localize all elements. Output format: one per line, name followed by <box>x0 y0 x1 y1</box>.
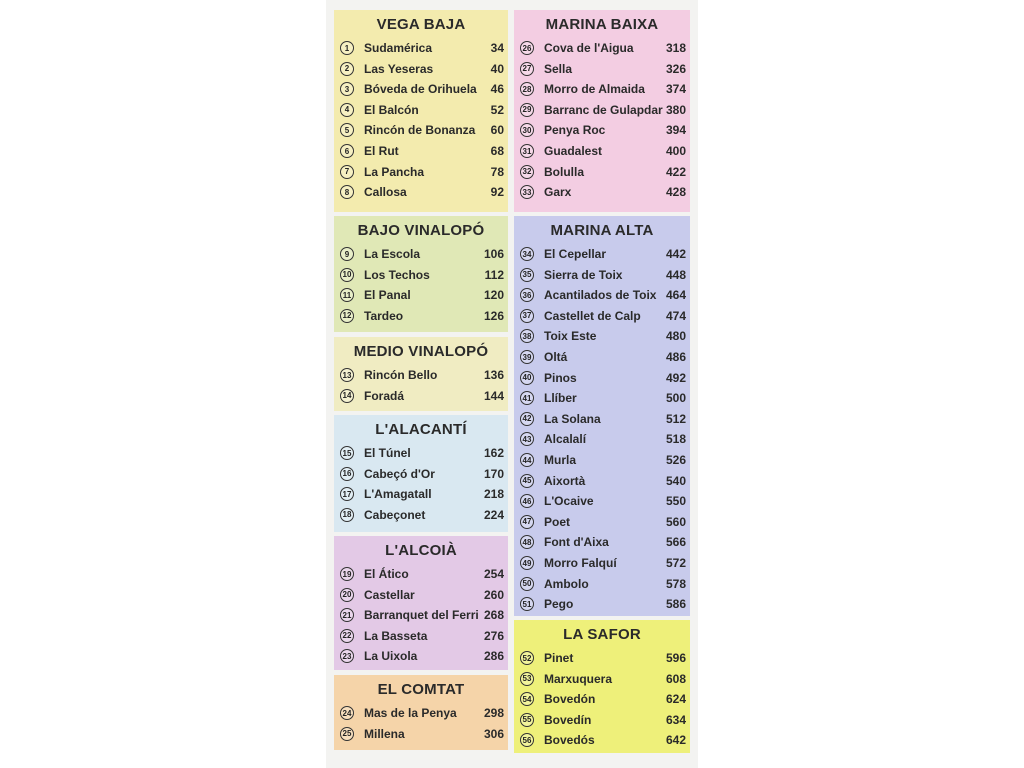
entry-number-badge: 35 <box>520 268 534 282</box>
section-title: VEGA BAJA <box>376 16 466 33</box>
entry-page-number: 480 <box>665 329 686 344</box>
index-entry <box>514 450 690 470</box>
entry-name: Marxuquera <box>544 671 613 686</box>
entry-number-badge: 13 <box>340 368 354 382</box>
entry-name: La Pancha <box>364 164 425 179</box>
index-entry <box>334 265 508 285</box>
entry-number-badge: 36 <box>520 288 534 302</box>
entry-number-badge: 37 <box>520 309 534 323</box>
entry-name: Los Techos <box>364 267 430 282</box>
section-alacanti <box>334 415 508 532</box>
entry-page-number: 442 <box>665 247 686 261</box>
entry-number-badge: 24 <box>340 706 354 720</box>
entry-page-number: 112 <box>484 267 504 282</box>
entry-number-badge: 33 <box>520 185 534 199</box>
entry-name: El Cepellar <box>544 247 607 261</box>
entry-page-number: 318 <box>665 41 686 55</box>
entry-number-badge: 48 <box>520 535 534 549</box>
entry-name: Bovedín <box>544 712 592 727</box>
index-entry <box>514 574 690 594</box>
entry-number-badge: 31 <box>520 144 534 158</box>
entry-number-badge: 32 <box>520 165 534 179</box>
entry-page-number: 40 <box>490 61 504 76</box>
entry-name: Bovedós <box>544 733 595 748</box>
index-entry <box>334 182 508 202</box>
entry-name: Guadalest <box>544 144 603 158</box>
entry-page-number: 106 <box>483 247 504 261</box>
section-vega-baja <box>334 10 508 212</box>
entry-number-badge: 47 <box>520 515 534 529</box>
section-title: EL COMTAT <box>377 681 465 698</box>
index-entry <box>514 100 690 120</box>
entry-name: El Balcón <box>364 102 419 117</box>
entry-number-badge: 38 <box>520 329 534 343</box>
index-entry <box>514 306 690 326</box>
index-entry <box>334 564 508 584</box>
entry-number-badge: 12 <box>340 309 354 323</box>
entry-name: Mas de la Penya <box>364 706 457 720</box>
section-marina-baixa <box>514 10 690 212</box>
entry-number-badge: 54 <box>520 692 534 706</box>
entry-number-badge: 27 <box>520 62 534 76</box>
entry-name: Aixortà <box>544 473 586 488</box>
entry-page-number: 34 <box>490 41 504 55</box>
entry-page-number: 608 <box>665 671 686 686</box>
entry-page-number: 224 <box>483 507 504 522</box>
entry-number-badge: 6 <box>340 144 354 158</box>
index-entry <box>334 59 508 79</box>
index-entry <box>514 347 690 367</box>
entry-name: Murla <box>544 453 577 467</box>
entry-page-number: 518 <box>665 432 686 447</box>
index-entry <box>334 38 508 58</box>
entry-number-badge: 41 <box>520 391 534 405</box>
entry-number-badge: 15 <box>340 446 354 460</box>
entry-number-badge: 39 <box>520 350 534 364</box>
entry-page-number: 52 <box>490 102 504 117</box>
entry-page-number: 540 <box>665 473 686 488</box>
entry-name: Llíber <box>544 391 577 406</box>
entry-page-number: 306 <box>483 726 504 741</box>
entry-name: El Ático <box>364 567 409 581</box>
entry-page-number: 428 <box>665 185 686 200</box>
entry-page-number: 380 <box>665 102 686 117</box>
entry-number-badge: 51 <box>520 597 534 611</box>
entry-name: Penya Roc <box>544 123 606 138</box>
index-entry <box>334 285 508 305</box>
index-entry <box>514 120 690 140</box>
entry-page-number: 566 <box>665 535 686 550</box>
index-entry <box>514 326 690 346</box>
entry-name: Cabeçonet <box>364 507 426 522</box>
section-title: MARINA ALTA <box>550 222 654 239</box>
section-title: MARINA BAIXA <box>545 16 659 33</box>
entry-name: Cova de l'Aigua <box>544 41 634 55</box>
entry-name: Las Yeseras <box>364 61 434 76</box>
entry-page-number: 550 <box>665 494 686 509</box>
entry-page-number: 276 <box>483 628 504 643</box>
section-title: MEDIO VINALOPÓ <box>353 343 489 360</box>
entry-name: Cabeçó d'Or <box>364 466 435 481</box>
entry-name: Font d'Aixa <box>544 535 609 550</box>
entry-name: Oltá <box>544 350 568 364</box>
entry-number-badge: 2 <box>340 62 354 76</box>
entry-number-badge: 30 <box>520 123 534 137</box>
entry-number-badge: 56 <box>520 733 534 747</box>
index-entry <box>514 710 690 730</box>
entry-name: Pego <box>544 597 574 612</box>
index-entry <box>514 265 690 285</box>
entry-number-badge: 23 <box>340 649 354 663</box>
index-entry <box>514 244 690 264</box>
index-entry <box>514 491 690 511</box>
index-entry <box>514 553 690 573</box>
entry-name: Ambolo <box>544 576 589 591</box>
entry-page-number: 144 <box>483 388 504 403</box>
index-entry <box>514 38 690 58</box>
entry-name: Barranc de Gulapdar <box>544 102 663 117</box>
entry-number-badge: 7 <box>340 165 354 179</box>
entry-page-number: 526 <box>665 453 686 467</box>
entry-number-badge: 50 <box>520 577 534 591</box>
entry-name: L'Ocaive <box>544 494 594 509</box>
index-entry <box>334 365 508 385</box>
index-entry <box>514 689 690 709</box>
entry-name: Castellar <box>364 587 415 602</box>
index-entry <box>514 730 690 750</box>
entry-number-badge: 46 <box>520 494 534 508</box>
entry-number-badge: 55 <box>520 713 534 727</box>
index-entry <box>334 605 508 625</box>
entry-number-badge: 53 <box>520 672 534 686</box>
entry-number-badge: 1 <box>340 41 354 55</box>
entry-page-number: 642 <box>665 733 686 748</box>
entry-number-badge: 25 <box>340 727 354 741</box>
index-entry <box>334 162 508 182</box>
entry-name: Barranquet del Ferri <box>364 608 479 623</box>
index-entry <box>514 532 690 552</box>
entry-page-number: 572 <box>665 556 686 570</box>
entry-page-number: 578 <box>665 576 686 591</box>
entry-page-number: 68 <box>490 144 504 158</box>
entry-name: Garx <box>544 185 572 200</box>
entry-name: Morro Falquí <box>544 556 617 570</box>
entry-name: Pinos <box>544 370 577 385</box>
index-entry <box>514 429 690 449</box>
index-entry <box>334 306 508 326</box>
entry-name: La Solana <box>544 411 601 426</box>
entry-page-number: 492 <box>665 370 686 385</box>
entry-name: Millena <box>364 726 405 741</box>
entry-name: La Escola <box>364 247 421 261</box>
entry-name: La Uixola <box>364 649 418 664</box>
index-entry <box>514 669 690 689</box>
index-entry <box>514 182 690 202</box>
entry-number-badge: 10 <box>340 268 354 282</box>
entry-name: Toix Este <box>544 329 597 344</box>
entry-page-number: 512 <box>665 411 686 426</box>
index-entry <box>334 79 508 99</box>
index-entry <box>514 285 690 305</box>
index-entry <box>334 484 508 504</box>
section-alcoia <box>334 536 508 670</box>
section-comtat <box>334 675 508 750</box>
entry-name: El Rut <box>364 144 399 158</box>
entry-number-badge: 42 <box>520 412 534 426</box>
index-entry <box>514 162 690 182</box>
entry-page-number: 298 <box>483 706 504 720</box>
entry-page-number: 46 <box>490 82 504 97</box>
entry-page-number: 624 <box>665 692 686 707</box>
entry-name: Poet <box>544 514 571 529</box>
entry-number-badge: 9 <box>340 247 354 261</box>
entry-name: Sudamérica <box>364 41 433 55</box>
entry-number-badge: 44 <box>520 453 534 467</box>
entry-number-badge: 20 <box>340 588 354 602</box>
index-entry <box>334 646 508 666</box>
index-entry <box>334 443 508 463</box>
index-entry <box>334 505 508 525</box>
entry-number-badge: 45 <box>520 474 534 488</box>
entry-number-badge: 5 <box>340 123 354 137</box>
entry-name: Rincón Bello <box>364 368 438 382</box>
entry-page-number: 120 <box>483 288 504 303</box>
entry-page-number: 560 <box>665 514 686 529</box>
entry-name: Rincón de Bonanza <box>364 123 476 138</box>
section-title: L'ALCOIÀ <box>385 542 457 559</box>
index-entry <box>514 368 690 388</box>
entry-name: El Panal <box>364 288 411 303</box>
entry-name: El Túnel <box>364 446 411 460</box>
entry-name: Tardeo <box>364 308 404 323</box>
entry-page-number: 596 <box>665 651 686 665</box>
index-entry <box>334 244 508 264</box>
entry-name: Alcalalí <box>544 432 587 447</box>
section-marina-alta <box>514 216 690 616</box>
entry-name: Bovedón <box>544 692 596 707</box>
entry-page-number: 286 <box>483 649 504 664</box>
entry-page-number: 474 <box>665 308 686 323</box>
entry-page-number: 136 <box>483 368 504 382</box>
entry-page-number: 268 <box>483 608 504 623</box>
entry-page-number: 126 <box>483 308 504 323</box>
entry-page-number: 254 <box>483 567 504 581</box>
entry-number-badge: 22 <box>340 629 354 643</box>
entry-number-badge: 40 <box>520 371 534 385</box>
index-entry <box>514 512 690 532</box>
entry-page-number: 374 <box>665 82 686 97</box>
entry-number-badge: 4 <box>340 103 354 117</box>
entry-name: Callosa <box>364 185 407 200</box>
entry-number-badge: 34 <box>520 247 534 261</box>
index-entry <box>514 388 690 408</box>
entry-number-badge: 11 <box>340 288 354 302</box>
index-entry <box>514 409 690 429</box>
entry-number-badge: 3 <box>340 82 354 96</box>
index-entry <box>334 141 508 161</box>
index-entry <box>334 703 508 723</box>
entry-page-number: 634 <box>665 712 686 727</box>
entry-page-number: 464 <box>665 288 686 303</box>
entry-number-badge: 29 <box>520 103 534 117</box>
index-entry <box>334 120 508 140</box>
index-entry <box>514 648 690 668</box>
index-entry <box>334 724 508 744</box>
section-medio-vinalopo <box>334 337 508 411</box>
entry-page-number: 400 <box>665 144 686 158</box>
entry-page-number: 394 <box>665 123 686 138</box>
index-entry <box>514 59 690 79</box>
index-entry <box>334 585 508 605</box>
index-entry <box>334 464 508 484</box>
entry-number-badge: 19 <box>340 567 354 581</box>
section-safor <box>514 620 690 753</box>
entry-name: La Basseta <box>364 628 428 643</box>
entry-number-badge: 21 <box>340 608 354 622</box>
entry-number-badge: 28 <box>520 82 534 96</box>
entry-page-number: 218 <box>483 487 504 502</box>
entry-number-badge: 8 <box>340 185 354 199</box>
index-entry <box>514 79 690 99</box>
entry-number-badge: 49 <box>520 556 534 570</box>
entry-page-number: 448 <box>665 267 686 282</box>
entry-name: Bolulla <box>544 164 585 179</box>
entry-number-badge: 43 <box>520 432 534 446</box>
section-title: LA SAFOR <box>563 626 641 643</box>
entry-name: Foradá <box>364 388 405 403</box>
section-title: BAJO VINALOPÓ <box>357 222 485 239</box>
entry-page-number: 486 <box>665 350 686 364</box>
entry-page-number: 162 <box>483 446 504 460</box>
entry-name: Acantilados de Toix <box>544 288 657 303</box>
index-entry <box>514 141 690 161</box>
entry-page-number: 586 <box>665 597 686 612</box>
index-entry <box>334 626 508 646</box>
index-entry <box>514 471 690 491</box>
entry-number-badge: 52 <box>520 651 534 665</box>
entry-page-number: 170 <box>483 466 504 481</box>
section-title: L'ALACANTÍ <box>375 421 467 438</box>
index-entry <box>334 100 508 120</box>
entry-name: Pinet <box>544 651 574 665</box>
section-bajo-vinalopo <box>334 216 508 332</box>
index-entry <box>334 386 508 406</box>
entry-page-number: 60 <box>490 123 504 138</box>
entry-name: Bóveda de Orihuela <box>364 82 477 97</box>
entry-number-badge: 26 <box>520 41 534 55</box>
entry-page-number: 92 <box>490 185 504 200</box>
entry-name: Sierra de Toix <box>544 267 623 282</box>
entry-name: Sella <box>544 61 573 76</box>
entry-number-badge: 14 <box>340 389 354 403</box>
entry-page-number: 260 <box>483 587 504 602</box>
entry-page-number: 422 <box>665 164 686 179</box>
entry-number-badge: 16 <box>340 467 354 481</box>
entry-page-number: 500 <box>665 391 686 406</box>
entry-name: Castellet de Calp <box>544 308 641 323</box>
entry-number-badge: 17 <box>340 487 354 501</box>
entry-name: L'Amagatall <box>364 487 432 502</box>
entry-page-number: 78 <box>490 164 504 179</box>
entry-page-number: 326 <box>665 61 686 76</box>
entry-name: Morro de Almaida <box>544 82 645 97</box>
index-entry <box>514 594 690 614</box>
entry-number-badge: 18 <box>340 508 354 522</box>
